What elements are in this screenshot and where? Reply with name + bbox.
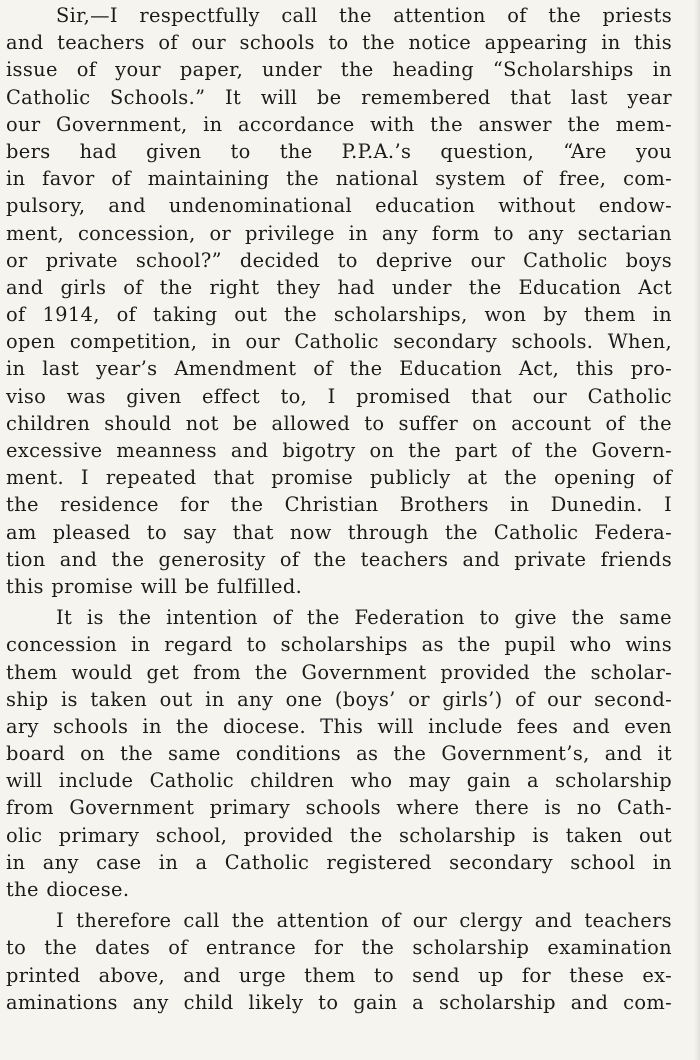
paragraph-3 — [6, 907, 672, 1016]
text-line: from Government primary schools where there is no Cath- — [6, 796, 672, 820]
text-line: and girls of the right they had under the Education Act — [6, 275, 672, 299]
text-line: pulsory, and undenominational education without endow- — [6, 194, 672, 218]
text-line: tion and the generosity of the teachers and private friends — [6, 547, 672, 571]
text-line: olic primary school, provided the scholarship is taken out — [6, 823, 672, 847]
letter-body — [6, 2, 672, 1016]
text-line: It is the intention of the Federation to give the same — [56, 606, 672, 630]
text-line: of 1914, of taking out the scholarships, won by them in — [6, 303, 672, 327]
text-line: concession in regard to scholarships as the pupil who wins — [6, 633, 672, 657]
text-line: children should not be allowed to suffer on account of the — [6, 411, 672, 435]
text-line: and teachers of our schools to the notice appearing in this — [6, 31, 672, 55]
text-line: board on the same conditions as the Government’s, and it — [6, 742, 672, 766]
text-line: issue of your paper, under the heading “Scholarships in — [6, 58, 672, 82]
text-line: or private school?” decided to deprive our Catholic boys — [6, 248, 672, 272]
paragraph-2 — [6, 604, 672, 903]
paragraph-1 — [6, 2, 672, 600]
text-line: bers had given to the P.P.A.’s question, “Are you — [6, 139, 672, 163]
text-line: in last year’s Amendment of the Education Act, this pro- — [6, 357, 672, 381]
text-line: will include Catholic children who may gain a scholarship — [6, 769, 672, 793]
text-line: this promise will be fulfilled. — [6, 574, 303, 598]
text-line: open competition, in our Catholic secondary schools. When, — [6, 330, 672, 354]
text-line: aminations any child likely to gain a scholarship and com- — [6, 990, 672, 1014]
page-edge-shadow — [694, 0, 700, 1060]
text-line: Sir,—I respectfully call the attention of the priests — [56, 4, 672, 27]
text-line: ment. I repeated that promise publicly at the opening of — [6, 466, 672, 490]
text-line: in any case in a Catholic registered secondary school in — [6, 850, 672, 874]
text-line: ship is taken out in any one (boys’ or girls’) of our second- — [6, 687, 672, 711]
text-line: Catholic Schools.” It will be remembered that last year — [6, 85, 672, 109]
text-line: our Government, in accordance with the answer the mem- — [6, 112, 672, 136]
text-line: them would get from the Government provided the scholar- — [6, 660, 672, 684]
text-line: viso was given effect to, I promised that our Catholic — [6, 384, 672, 408]
text-line: am pleased to say that now through the Catholic Federa- — [6, 520, 672, 544]
text-line: ary schools in the diocese. This will include fees and even — [6, 714, 672, 738]
text-line: in favor of maintaining the national system of free, com- — [6, 167, 672, 191]
text-line: excessive meanness and bigotry on the part of the Govern- — [6, 439, 672, 462]
text-line: printed above, and urge them to send up for these ex- — [6, 963, 672, 987]
text-line: ment, concession, or privilege in any form to any sectarian — [6, 221, 672, 245]
text-line: the residence for the Christian Brothers in Dunedin. I — [6, 493, 672, 517]
text-line: to the dates of entrance for the scholarship examination — [6, 936, 672, 960]
text-line: I therefore call the attention of our clergy and teachers — [56, 909, 672, 933]
text-line: the diocese. — [6, 878, 130, 901]
